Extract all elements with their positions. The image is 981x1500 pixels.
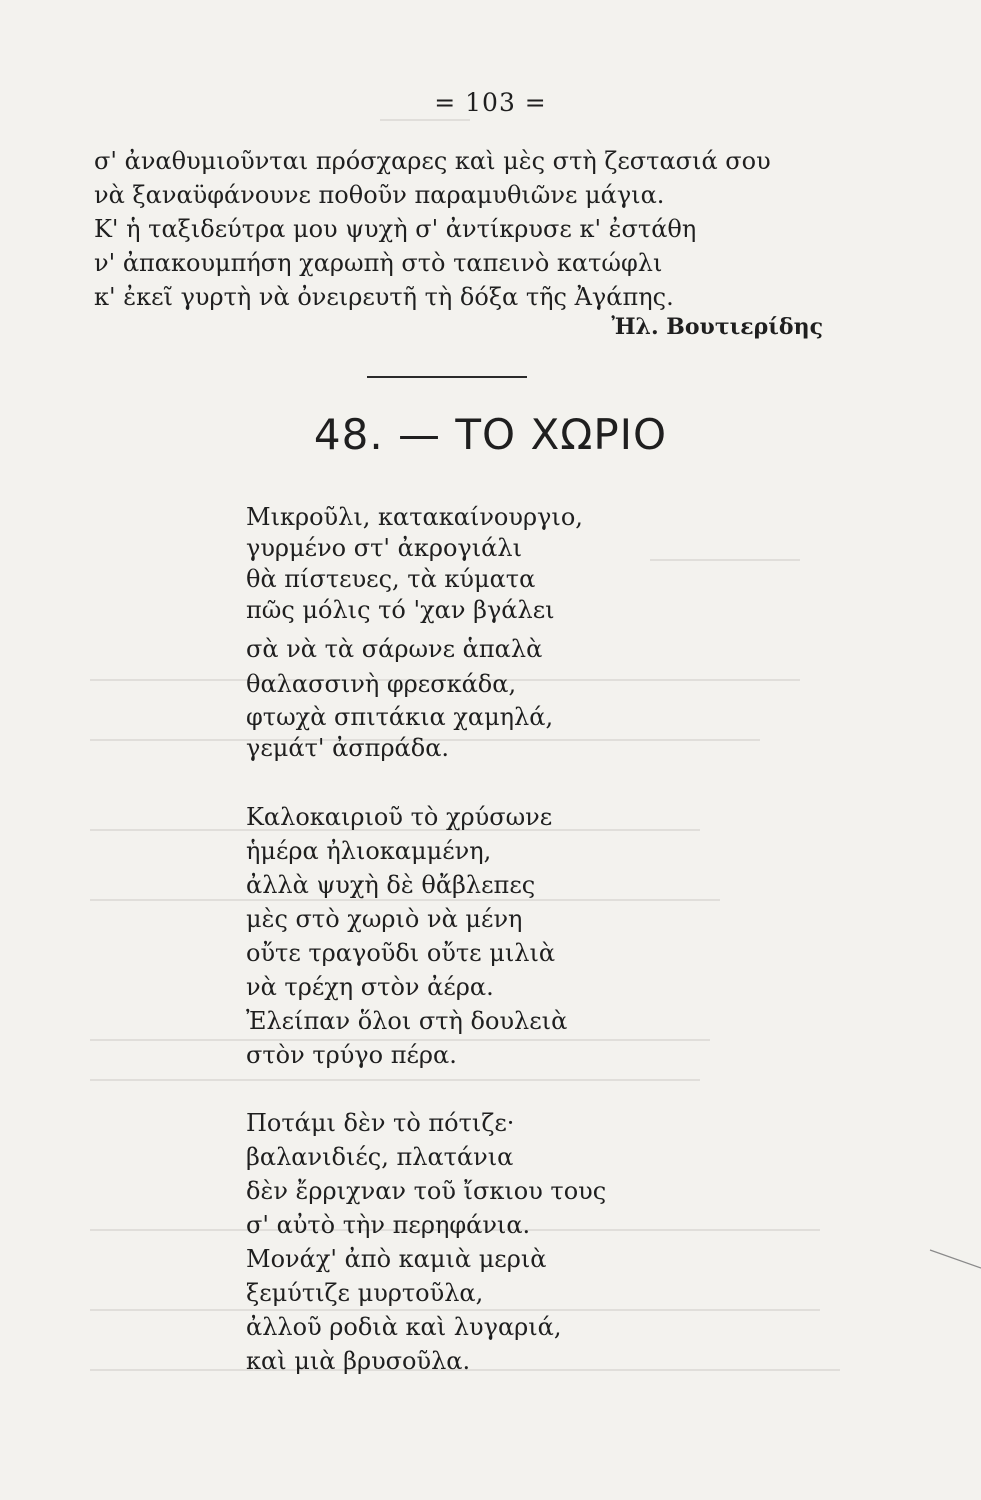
poem-line: στὸν τρύγο πέρα. bbox=[246, 1041, 457, 1069]
page-number: = 103 = bbox=[434, 88, 547, 117]
poem-line: γυρμένο στ' ἀκρογιάλι bbox=[246, 534, 522, 562]
poem-line: πῶς μόλις τό 'χαν βγάλει bbox=[246, 596, 555, 624]
poem-line: θὰ πίστευες, τὰ κύματα bbox=[246, 565, 536, 593]
author-signature: Ἠλ. Βουτιερίδης bbox=[611, 314, 823, 340]
poem-line: φτωχὰ σπιτάκια χαμηλά, bbox=[246, 703, 554, 731]
poem-line: Μονάχ' ἀπὸ καμιὰ μεριὰ bbox=[246, 1245, 547, 1273]
intro-line: σ' ἀναθυμιοῦνται πρόσχαρες καὶ μὲς στὴ ζεστασιά σου bbox=[94, 147, 771, 175]
intro-line: κ' ἐκεῖ γυρτὴ νὰ ὀνειρευτῆ τὴ δόξα τῆς Ἀγάπης. bbox=[94, 283, 674, 311]
poem-line: ἡμέρα ἠλιοκαμμένη, bbox=[246, 837, 492, 865]
poem-line: δὲν ἔρριχναν τοῦ ἴσκιου τους bbox=[246, 1177, 607, 1205]
poem-line: Μικροῦλι, κατακαίνουργιο, bbox=[246, 503, 583, 531]
poem-line: καὶ μιὰ βρυσοῦλα. bbox=[246, 1347, 471, 1375]
poem-line: βαλανιδιές, πλατάνια bbox=[246, 1143, 514, 1171]
section-divider bbox=[367, 376, 527, 378]
poem-line: Ἐλείπαν ὅλοι στὴ δουλειὰ bbox=[246, 1007, 568, 1035]
poem-line: Ποτάμι δὲν τὸ πότιζε· bbox=[246, 1109, 515, 1137]
poem-line: θαλασσινὴ φρεσκάδα, bbox=[246, 670, 517, 698]
poem-line: νὰ τρέχη στὸν ἀέρα. bbox=[246, 973, 494, 1001]
poem-line: Καλοκαιριοῦ τὸ χρύσωνε bbox=[246, 803, 553, 831]
poem-title: 48. — ΤΟ ΧΩΡΙΟ bbox=[313, 410, 668, 459]
poem-line: ἀλλὰ ψυχὴ δὲ θἄβλεπες bbox=[246, 871, 536, 899]
poem-line: οὔτε τραγοῦδι οὔτε μιλιὰ bbox=[246, 939, 556, 967]
intro-line: νὰ ξαναϋφάνουνε ποθοῦν παραμυθιῶνε μάγια. bbox=[94, 181, 665, 209]
poem-line: σὰ νὰ τὰ σάρωνε ἁπαλὰ bbox=[246, 635, 543, 663]
intro-line: ν' ἀπακουμπήση χαρωπὴ στὸ ταπεινὸ κατώφλι bbox=[94, 249, 663, 277]
poem-line: μὲς στὸ χωριὸ νὰ μένη bbox=[246, 905, 523, 933]
poem-line: σ' αὐτὸ τὴν περηφάνια. bbox=[246, 1211, 531, 1239]
poem-line: ἀλλοῦ ροδιὰ καὶ λυγαριά, bbox=[246, 1313, 562, 1341]
intro-line: Κ' ἡ ταξιδεύτρα μου ψυχὴ σ' ἀντίκρυσε κ' ἐστάθη bbox=[94, 215, 697, 243]
poem-line: ξεμύτιζε μυρτοῦλα, bbox=[246, 1279, 484, 1307]
poem-line: γεμάτ' ἀσπράδα. bbox=[246, 734, 450, 762]
